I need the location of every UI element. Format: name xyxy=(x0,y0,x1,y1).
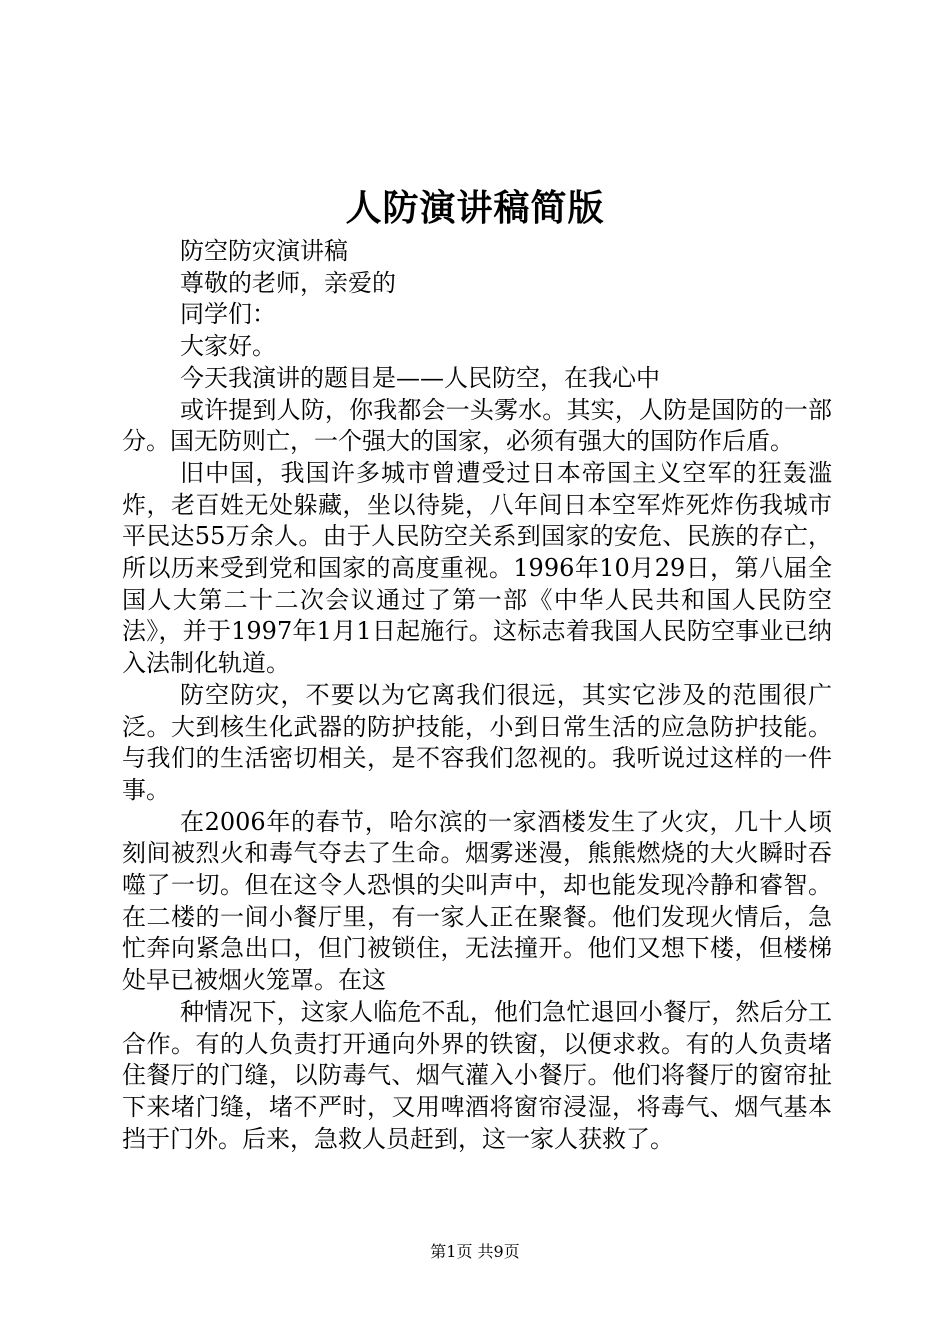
greeting-line: 大家好。 xyxy=(180,332,276,361)
body-paragraph: 防空防灾，不要以为它离我们很远，其实它涉及的范围很广泛。大到核生化武器的防护技能，小到日常生活的应急防护技能。与我们的生活密切相关，是不容我们忽视的。我听说过这样的一件事。 xyxy=(122,680,832,804)
body-paragraph: 在2006年的春节，哈尔滨的一家酒楼发生了火灾，几十人顷刻间被烈火和毒气夺去了生命。烟雾迷漫，熊熊燃烧的大火瞬时吞噬了一切。但在这令人恐惧的尖叫声中，却也能发现冷静和睿智。在二楼的一间小餐厅里，有一家人正在聚餐。他们发现火情后，急忙奔向紧急出口，但门被锁住，无法撞开。他们又想下楼，但楼梯处早已被烟火笼罩。在这 xyxy=(122,807,832,995)
salutation-line: 尊敬的老师，亲爱的 xyxy=(180,268,396,297)
document-body xyxy=(122,236,832,1155)
topic-line: 今天我演讲的题目是——人民防空，在我心中 xyxy=(180,363,660,392)
body-paragraph: 种情况下，这家人临危不乱，他们急忙退回小餐厅，然后分工合作。有的人负责打开通向外界的铁窗，以便求救。有的人负责堵住餐厅的门缝，以防毒气、烟气灌入小餐厅。他们将餐厅的窗帘扯下来堵门缝，堵不严时，又用啤酒将窗帘浸湿，将毒气、烟气基本挡于门外。后来，急救人员赶到，这一家人获救了。 xyxy=(122,997,832,1153)
salutation-line-cont: 同学们： xyxy=(180,300,276,329)
body-paragraph: 或许提到人防，你我都会一头雾水。其实，人防是国防的一部分。国无防则亡，一个强大的国家，必须有强大的国防作后盾。 xyxy=(122,395,832,456)
subtitle-line: 防空防灾演讲稿 xyxy=(180,237,348,265)
body-paragraph: 旧中国，我国许多城市曾遭受过日本帝国主义空军的狂轰滥炸，老百姓无处躲藏，坐以待毙，八年间日本空军炸死炸伤我城市平民达55万余人。由于人民防空关系到国家的安危、民族的存亡，所以历来受到党和国家的高度重视。1996年10月29日，第八届全国人大第二十二次会议通过了第一部《中华人民共和国人民防空法》，并于1997年1月1日起施行。这标志着我国人民防空事业已纳入法制化轨道。 xyxy=(122,458,832,678)
page-footer: 第1页 共9页 xyxy=(430,1242,520,1261)
document-title: 人防演讲稿简版 xyxy=(345,187,605,229)
